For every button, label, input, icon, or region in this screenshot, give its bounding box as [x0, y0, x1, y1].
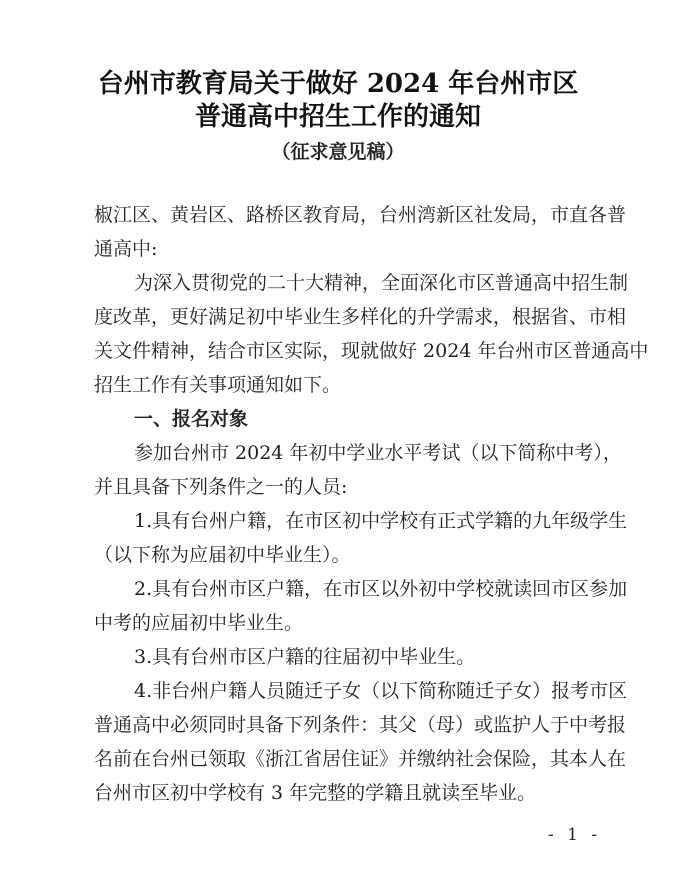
addressee-line: 通高中:	[94, 238, 158, 260]
document-title-line-2: 普通高中招生工作的通知	[194, 102, 481, 132]
paragraph-line: 为深入贯彻党的二十大精神，全面深化市区普通高中招生制	[134, 272, 629, 294]
list-item-line: 4.非台州户籍人员随迁子女（以下简称随迁子女）报考市区	[134, 680, 628, 702]
document-subtitle: （征求意见稿）	[271, 141, 405, 163]
addressee-line: 椒江区、黄岩区、路桥区教育局，台州湾新区社发局，市直各普	[94, 204, 627, 226]
list-item-line: 2.具有台州市区户籍，在市区以外初中学校就读回市区参加	[134, 578, 628, 600]
paragraph-line: 并且具备下列条件之一的人员:	[94, 476, 348, 498]
list-item-line: 名前在台州已领取《浙江省居住证》并缴纳社会保险，其本人在	[94, 748, 627, 770]
paragraph-line: 招生工作有关事项通知如下。	[94, 374, 342, 396]
page-number: - 1 -	[548, 825, 602, 845]
section-heading: 一、报名对象	[134, 408, 249, 430]
paragraph-line: 关文件精神，结合市区实际，现就做好 2024 年台州市区普通高中	[94, 340, 649, 362]
list-item-line: 普通高中必须同时具备下列条件：其父（母）或监护人于中考报	[94, 714, 627, 736]
document-body	[94, 198, 649, 810]
paragraph-line: 参加台州市 2024 年初中学业水平考试（以下简称中考），	[134, 442, 622, 464]
list-item-line: 台州市区初中学校有 3 年完整的学籍且就读至毕业。	[94, 782, 537, 804]
paragraph-line: 度改革，更好满足初中毕业生多样化的升学需求，根据省、市相	[94, 306, 627, 328]
document-title-line-1: 台州市教育局关于做好 2024 年台州市区	[97, 69, 579, 99]
list-item-line: 1.具有台州户籍，在市区初中学校有正式学籍的九年级学生	[134, 510, 628, 532]
list-item-line: 中考的应届初中毕业生。	[94, 612, 304, 634]
list-item-line: 3.具有台州市区户籍的往届初中毕业生。	[134, 646, 476, 668]
list-item-line: （以下称为应届初中毕业生）。	[94, 544, 351, 566]
